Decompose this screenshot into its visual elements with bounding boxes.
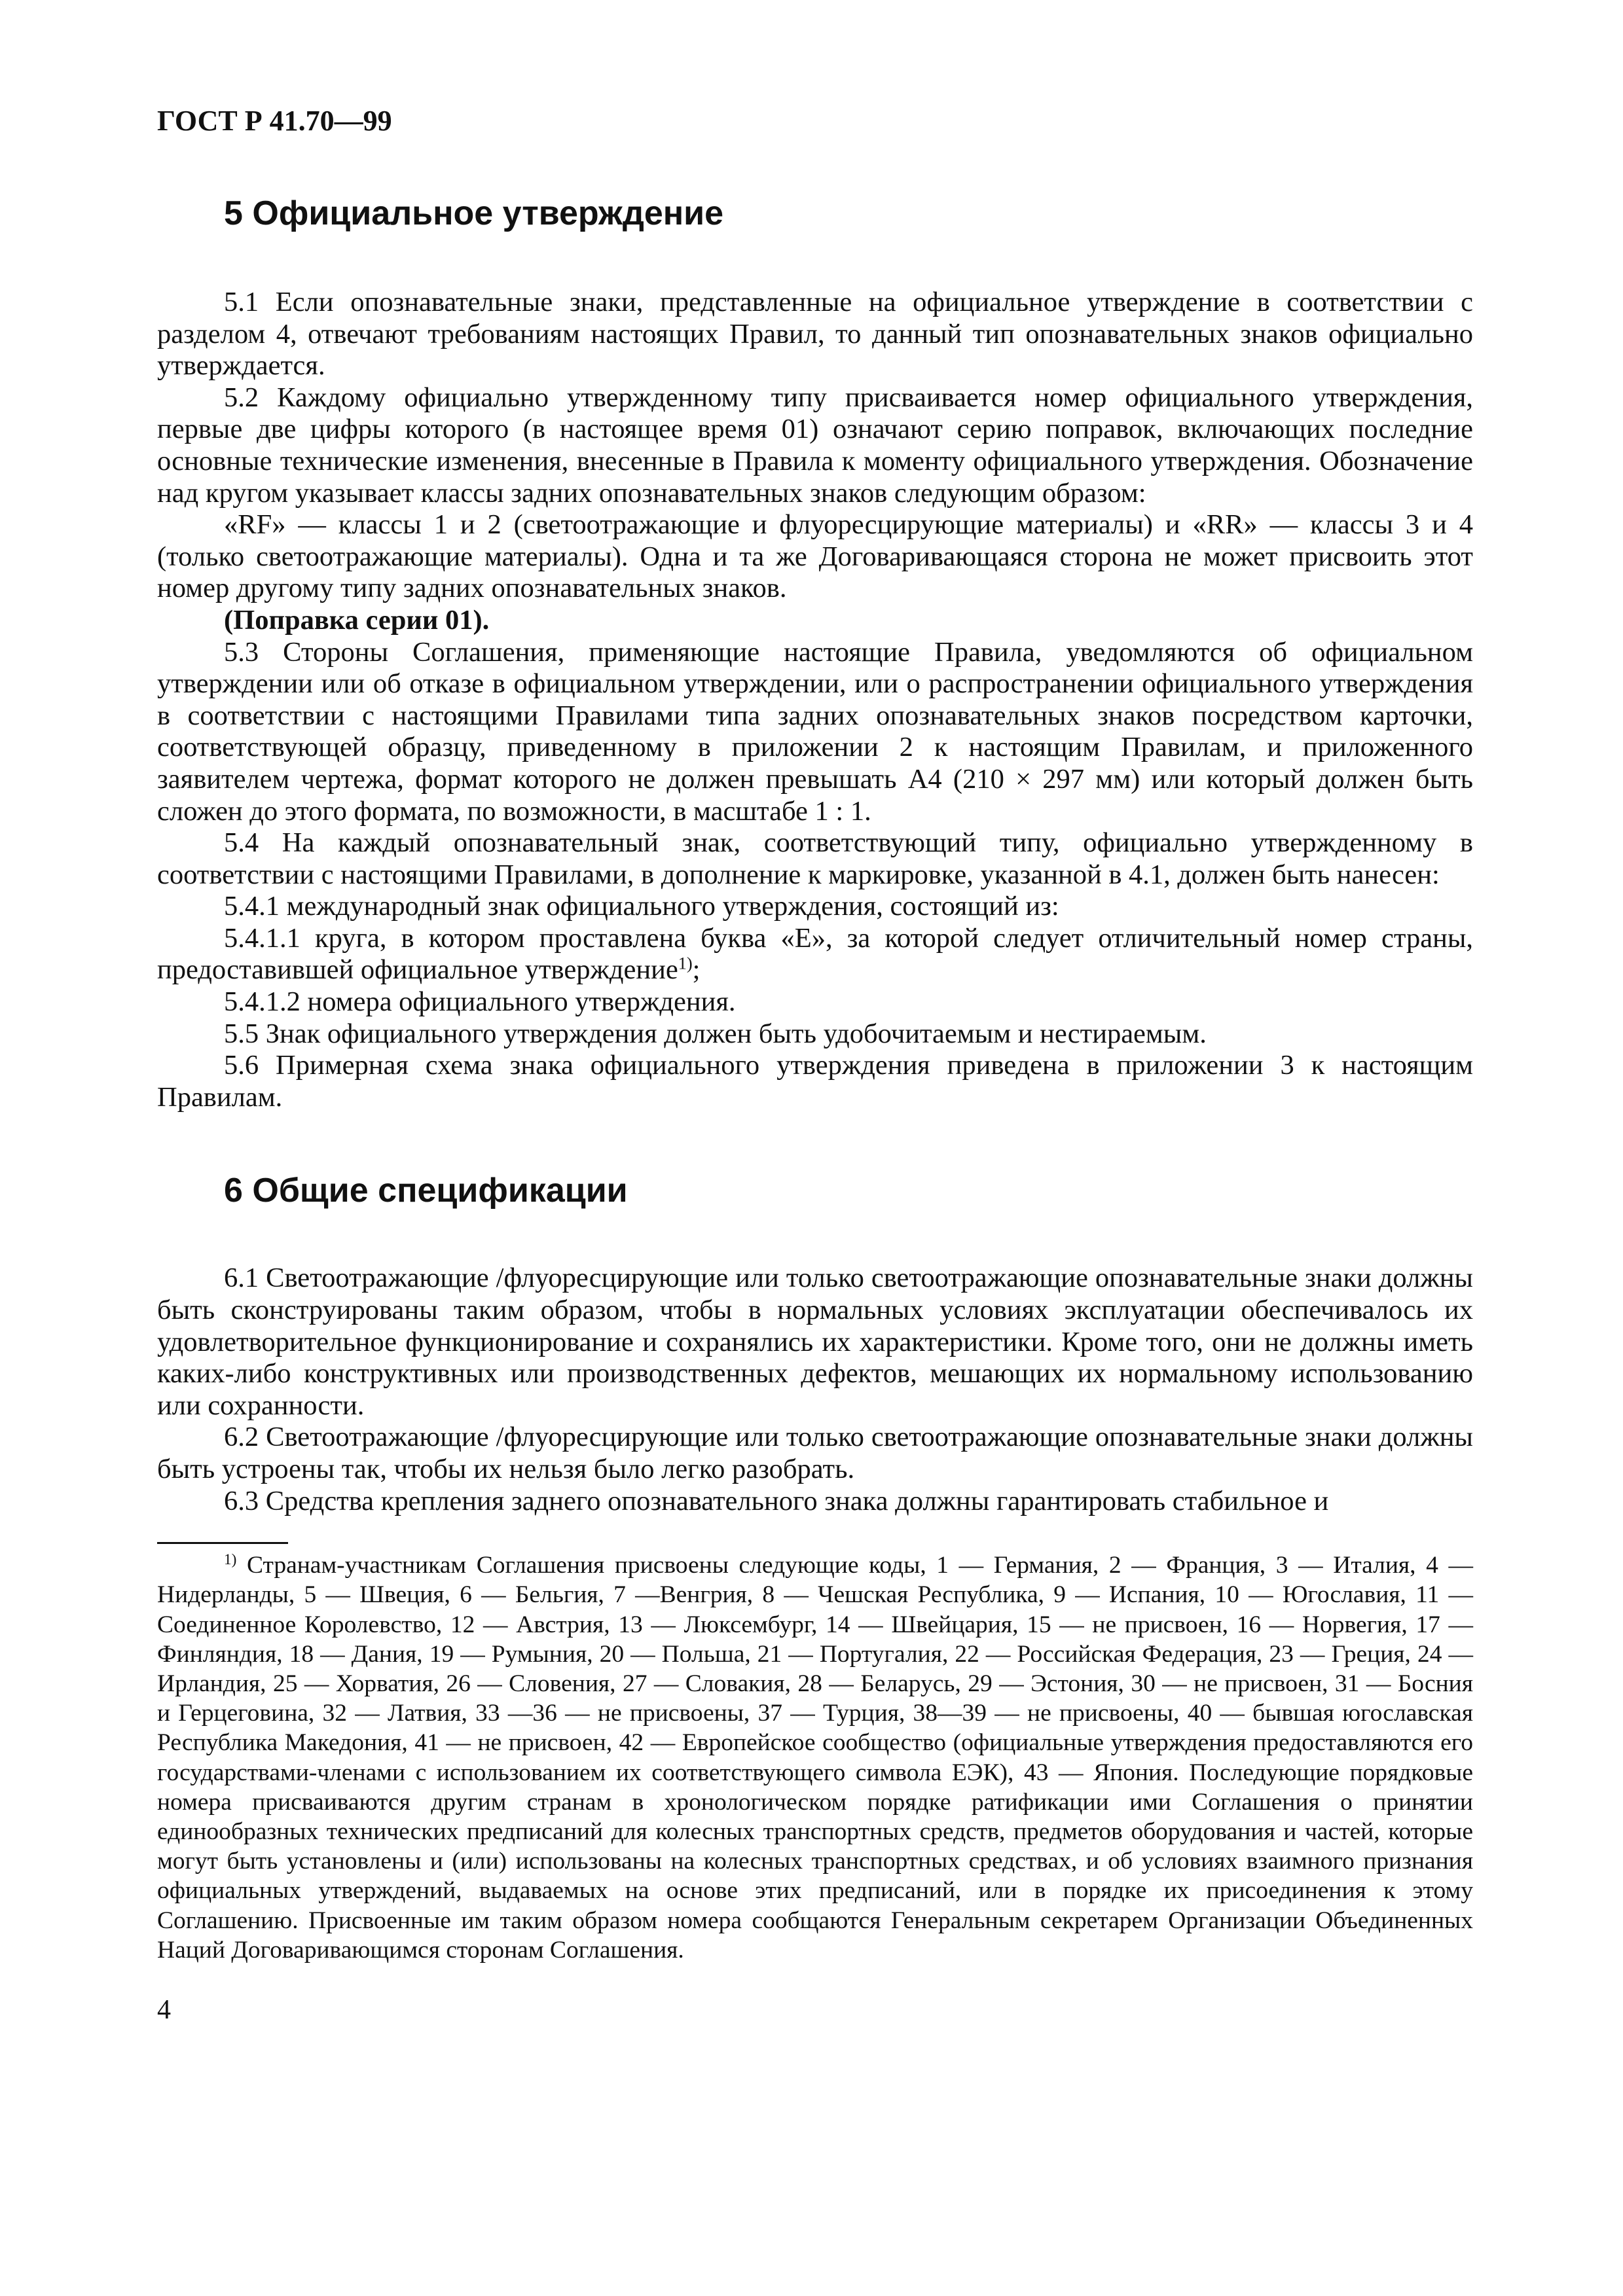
- clause-5-4-1-1-text: 5.4.1.1 круга, в котором проставлена буква «Е», за которой следует отличительный номер страны, предоставившей официальное утверждение: [157, 922, 1473, 986]
- clause-6-1: 6.1 Светоотражающие /флуоресцирующие или только светоотражающие опознавательные знаки должны быть сконструированы таким образом, чтобы в нормальных условиях эксплуатации обеспечивалось их удовлетворительное функционирование и сохранялись их характеристики. Кроме того, они не должны иметь каких-либо конструктивных или производственных дефектов, мешающих их нормальному использованию или сохранности.: [157, 1263, 1473, 1421]
- document-page: [157, 105, 1473, 2026]
- section-6-body: [157, 1263, 1473, 1517]
- clause-5-1: 5.1 Если опознавательные знаки, представленные на официальное утверждение в соответствии с разделом 4, отвечают требованиям настоящих Правил, то данный тип опознавательных знаков официально утверждается.: [157, 287, 1473, 382]
- clause-5-6: 5.6 Примерная схема знака официального утверждения приведена в приложении 3 к настоящим Правилам.: [157, 1050, 1473, 1113]
- clause-5-5: 5.5 Знак официального утверждения должен быть удобочитаемым и нестираемым.: [224, 1018, 1207, 1049]
- amendment-note: (Поправка серии 01).: [224, 604, 490, 636]
- clause-5-2: 5.2 Каждому официально утвержденному типу присваивается номер официального утверждения, первые две цифры которого (в настоящее время 01) означают серию поправок, включающих последние основные технические изменения, внесенные в Правила к моменту официального утверждения. Обозначение над кругом указывает классы задних опознавательных знаков следующим образом:: [157, 382, 1473, 509]
- clause-5-3: 5.3 Стороны Соглашения, применяющие настоящие Правила, уведомляются об официальном утверждении или об отказе в официальном утверждении, или о распространении официального утверждения в соответствии с настоящими Правилами типа задних опознавательных знаков посредством карточки, соответствующей образцу, приведенному в приложении 2 к настоящим Правилам, и приложенного заявителем чертежа, формат которого не должен превышать А4 (210 × 297 мм) или который должен быть сложен до этого формата, по возможности, в масштабе 1 : 1.: [157, 636, 1473, 827]
- clause-5-2-classes: «RF» — классы 1 и 2 (светоотражающие и флуоресцирующие материалы) и «RR» — классы 3 и 4 (только светоотражающие материалы). Одна и та же Договаривающаяся сторона не может присвоить этот номер другому типу задних опознавательных знаков.: [157, 509, 1473, 604]
- footnote-marker: 1): [224, 1551, 237, 1569]
- footnote: [157, 1551, 1473, 1965]
- footnote-reference: 1): [678, 954, 693, 973]
- section-5-heading: 5 Официальное утверждение: [224, 194, 724, 232]
- clause-6-2: 6.2 Светоотражающие /флуоресцирующие или только светоотражающие опознавательные знаки должны быть устроены так, чтобы их нельзя было легко разобрать.: [157, 1422, 1473, 1484]
- section-6-heading: 6 Общие спецификации: [224, 1172, 628, 1210]
- page-number: 4: [157, 1995, 171, 2026]
- section-5-body: [157, 287, 1473, 1113]
- footnote-divider: [157, 1542, 288, 1544]
- clause-5-4-1-2: 5.4.1.2 номера официального утверждения.: [224, 986, 736, 1018]
- clause-5-4-1-1-end: ;: [692, 954, 701, 986]
- footnote-text: Странам-участникам Соглашения присвоены следующие коды, 1 — Германия, 2 — Франция, 3 — Италия, 4 — Нидерланды, 5 — Швеция, 6 — Бельгия, 7 —Венгрия, 8 — Чешская Республика, 9 — Испания, 10 — Югославия, 11 — Соединенное Королевство, 12 — Австрия, 13 — Люксембург, 14 — Швейцария, 15 — не присвоен, 16 — Норвегия, 17 — Финляндия, 18 — Дания, 19 — Румыния, 20 — Польша, 21 — Португалия, 22 — Российская Федерация, 23 — Греция, 24 — Ирландия, 25 — Хорватия, 26 — Словения, 27 — Словакия, 28 — Беларусь, 29 — Эстония, 30 — не присвоен, 31 — Босния и Герцеговина, 32 — Латвия, 33 —36 — не присвоены, 37 — Турция, 38—39 — не присвоены, 40 — бывшая югославская Республика Македония, 41 — не присвоен, 42 — Европейское сообщество (официальные утверждения предоставляются его государствами-членами с использованием их соответствующего символа ЕЭК), 43 — Япония. Последующие порядковые номера присваиваются другим странам в хронологическом порядке ратификации ими Соглашения о принятии единообразных технических предписаний для колесных транспортных средств, предметов оборудования и частей, которые могут быть установлены и (или) использованы на колесных транспортных средствах, и об условиях взаимного признания официальных утверждений, выдаваемых на основе этих предписаний, или в порядке их присоединения к этому Соглашению. Присвоенные им таким образом номера сообщаются Генеральным секретарем Организации Объединенных Наций Договаривающимся сторонам Соглашения.: [157, 1552, 1473, 1964]
- clause-5-4-1-1: [157, 923, 1473, 986]
- clause-5-4-1: 5.4.1 международный знак официального утверждения, состоящий из:: [224, 891, 1059, 922]
- document-id: ГОСТ Р 41.70—99: [157, 105, 392, 137]
- clause-6-3: 6.3 Средства крепления заднего опознавательного знака должны гарантировать стабильное и: [224, 1485, 1329, 1516]
- clause-5-4: 5.4 На каждый опознавательный знак, соответствующий типу, официально утвержденному в соответствии с настоящими Правилами, в дополнение к маркировке, указанной в 4.1, должен быть нанесен:: [157, 827, 1473, 890]
